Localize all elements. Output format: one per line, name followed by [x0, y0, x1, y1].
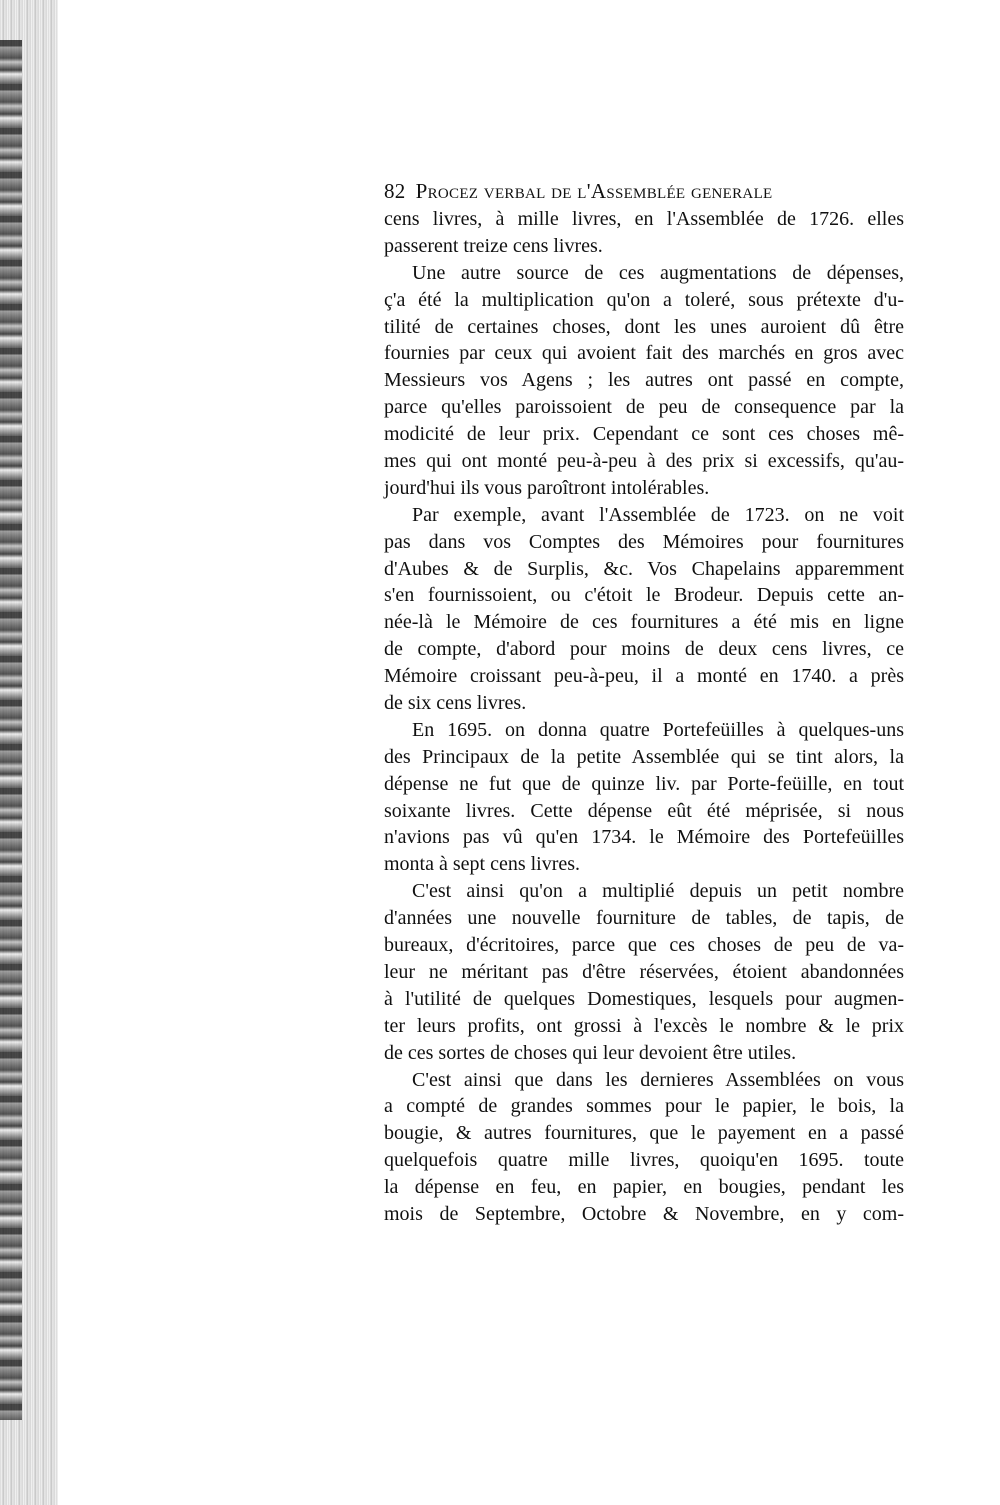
text-line: s'en fournissoient, ou c'étoit le Brodeur. Depuis cette an-	[384, 584, 904, 607]
text-line: Mémoire croissant peu-à-peu, il a monté en 1740. a près	[384, 665, 904, 688]
text-line: à l'utilité de quelques Domestiques, lesquels pour augmen-	[384, 987, 904, 1010]
paragraph	[384, 260, 904, 502]
text-line: soixante livres. Cette dépense eût été méprisée, si nous	[384, 799, 904, 822]
text-line: C'est ainsi que dans les dernieres Assemblées on vous	[412, 1068, 904, 1091]
text-line: monta à sept cens livres.	[384, 853, 581, 876]
text-line: de compte, d'abord pour moins de deux cens livres, ce	[384, 638, 904, 661]
text-line: C'est ainsi qu'on a multiplié depuis un petit nombre	[412, 880, 904, 903]
page-number: 82	[384, 179, 406, 203]
text-line: bougie, & autres fournitures, que le payement en a passé	[384, 1122, 904, 1145]
text-line: tilité de certaines choses, dont les unes auroient dû être	[384, 315, 904, 338]
text-line: jourd'hui ils vous paroîtront intolérables.	[384, 476, 710, 499]
text-line: de ces sortes de choses qui leur devoient être utiles.	[384, 1041, 797, 1064]
text-line: des Principaux de la petite Assemblée qui se tint alors, la	[384, 745, 904, 768]
text-line: bureaux, d'écritoires, parce que ces choses de peu de va-	[384, 934, 904, 957]
text-line: pas dans vos Comptes des Mémoires pour fournitures	[384, 530, 904, 553]
text-line: d'Aubes & de Surplis, &c. Vos Chapelains apparemment	[384, 557, 904, 580]
text-line: la dépense en feu, en papier, en bougies, pendant les	[384, 1176, 904, 1199]
text-line: cens livres, à mille livres, en l'Assemblée de 1726. elles	[384, 208, 904, 230]
running-header	[384, 176, 904, 206]
text-line: n'avions pas vû qu'en 1734. le Mémoire des Portefeüilles	[384, 826, 904, 849]
text-line: leur ne méritant pas d'être réservées, étoient abandonnées	[384, 960, 904, 983]
text-line: En 1695. on donna quatre Portefeüilles à quelques-uns	[412, 718, 904, 741]
text-line: née-là le Mémoire de ces fournitures a été mis en ligne	[384, 611, 904, 634]
text-line: de six cens livres.	[384, 692, 527, 715]
paragraph	[384, 502, 904, 717]
text-line: quelquefois quatre mille livres, quoiqu'en 1695. toute	[384, 1149, 904, 1172]
text-line: Messieurs vos Agens ; les autres ont passé en compte,	[384, 369, 904, 392]
text-line: Par exemple, avant l'Assemblée de 1723. on ne voit	[412, 503, 904, 526]
text-line: fournies par ceux qui avoient fait des marchés en gros avec	[384, 342, 904, 365]
text-line: passerent treize cens livres.	[384, 234, 603, 257]
running-title: Procez verbal de l'Assemblée generale	[415, 179, 773, 203]
text-line: modicité de leur prix. Cependant ce sont ces choses mê-	[384, 423, 904, 446]
text-line: a compté de grandes sommes pour le papier, le bois, la	[384, 1095, 904, 1118]
text-line: parce qu'elles paroissoient de peu de consequence par la	[384, 396, 904, 419]
text-line: Une autre source de ces augmentations de dépenses,	[412, 261, 904, 284]
paragraph	[384, 206, 904, 260]
text-line: mes qui ont monté peu-à-peu à des prix si excessifs, qu'au-	[384, 450, 904, 473]
page-text-block	[384, 176, 904, 1225]
binding-edge-shadow	[0, 40, 22, 1420]
text-line: dépense ne fut que de quinze liv. par Porte-feüille, en tout	[384, 772, 904, 795]
text-line: ç'a été la multiplication qu'on a toleré, sous prétexte d'u-	[384, 288, 904, 311]
paragraph	[384, 1067, 904, 1228]
paragraph	[384, 717, 904, 878]
text-line: d'années une nouvelle fourniture de tables, de tapis, de	[384, 907, 904, 930]
text-line: mois de Septembre, Octobre & Novembre, en y com-	[384, 1202, 904, 1225]
paragraph	[384, 878, 904, 1066]
text-line: ter leurs profits, ont grossi à l'excès le nombre & le prix	[384, 1014, 904, 1037]
